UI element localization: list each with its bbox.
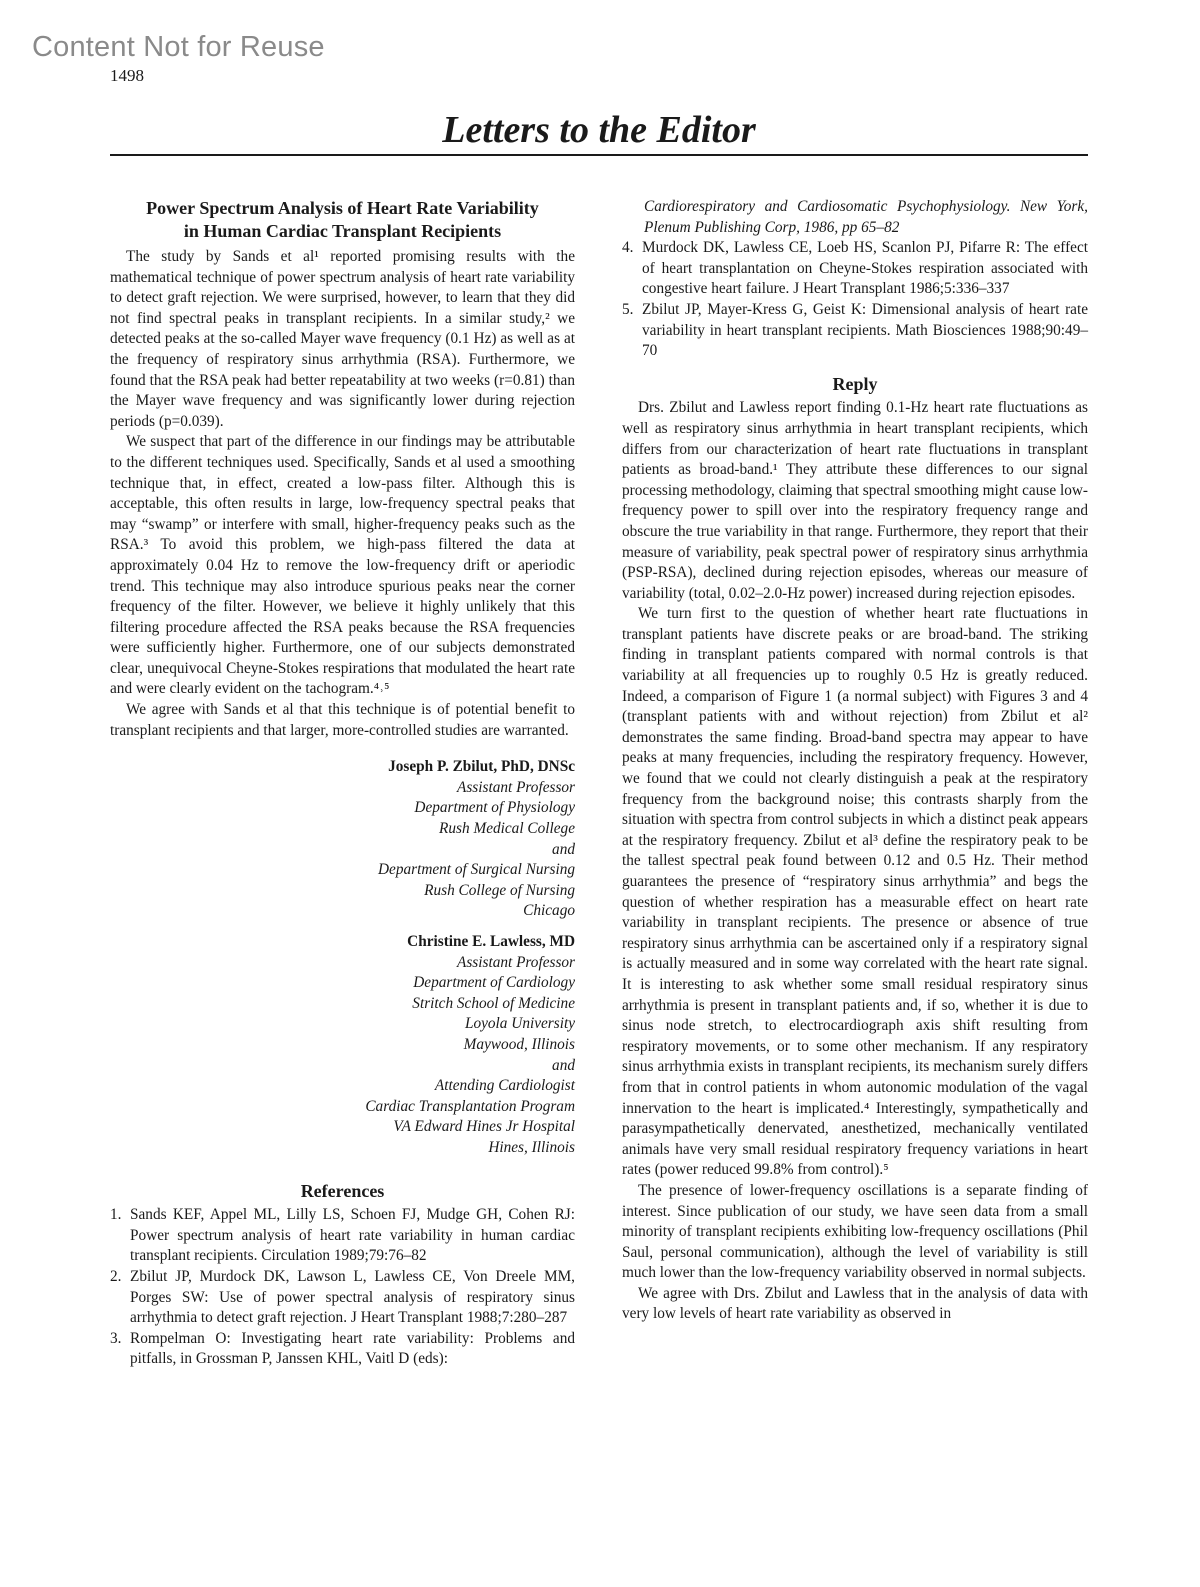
reference-number: 5. bbox=[622, 300, 634, 318]
author-affiliation-line: and bbox=[552, 1056, 575, 1074]
reference-number: 3. bbox=[110, 1329, 122, 1347]
letter-paragraph: We suspect that part of the difference in our findings may be attributable to the different techniques used. Specifically, Sands et al used a smoothing technique that, in effect, created a low-pass filter. Although this is acceptable, this often results in large, low-frequency spectral peaks that may “swamp” or interfere with small, higher-frequency peaks such as the RSA.³ To avoid this problem, we high-pass filtered the data at approximately 0.04 Hz to remove the low-frequency drift or aperiodic trend. This technique may also introduce spurious peaks near the corner frequency of the filter. However, we believe it highly unlikely that this filtering procedure affected the RSA peaks because the RSA frequencies were sufficiently higher. Furthermore, one of our subjects demonstrated clear, unequivocal Cheyne-Stokes respirations that modulated the heart rate and were clearly evident on the tachogram.⁴˒⁵ bbox=[110, 433, 575, 698]
references-heading: References bbox=[300, 1180, 385, 1201]
reference-list-continued bbox=[622, 238, 1088, 362]
reference-item bbox=[622, 238, 1088, 300]
author-affiliation-line: Department of Physiology bbox=[414, 799, 575, 817]
author-name: Joseph P. Zbilut, PhD, DNSc bbox=[388, 758, 575, 776]
author-affiliation-line: Assistant Professor bbox=[457, 953, 575, 971]
author-affiliation-line: Cardiac Transplantation Program bbox=[365, 1097, 575, 1115]
watermark: Content Not for Reuse bbox=[32, 31, 325, 63]
reference-item bbox=[622, 300, 1088, 362]
author-affiliation-line: Rush Medical College bbox=[439, 820, 575, 838]
reference-text: Sands KEF, Appel ML, Lilly LS, Schoen FJ, Mudge GH, Cohen RJ: Power spectrum analysis of heart rate variability in human cardiac transplant recipients. Circulation 1989;79:76–82 bbox=[130, 1206, 575, 1265]
author-name: Christine E. Lawless, MD bbox=[407, 933, 575, 950]
author-affiliation-line: Hines, Illinois bbox=[488, 1138, 575, 1156]
reference-number: 4. bbox=[622, 239, 634, 257]
section-heading: Letters to the Editor bbox=[442, 109, 756, 151]
reply-paragraph: Drs. Zbilut and Lawless report finding 0.1-Hz heart rate fluctuations as well as respiratory sinus arrhythmia in heart transplant recipients, which differs from our characterization of heart rate fluctuations in transplant patients as broad-band.¹ They attribute these differences to our signal processing methodology, claiming that spectral smoothing might cause low-frequency power to spill over into the respiratory frequency range and obscure the true variability in that range. Furthermore, they report that their measure of variability, peak spectral power of respiratory sinus arrhythmia (PSP-RSA), declined during rejection episodes, whereas our measure of variability (total, 0.02–2.0-Hz power) increased during rejection episodes. bbox=[622, 399, 1088, 602]
author-affiliation-line: Chicago bbox=[523, 902, 575, 920]
reply-paragraph: The presence of lower-frequency oscillations is a separate finding of interest. Since publication of our study, we have seen data from a small minority of transplant recipients exhibiting low-frequency oscillations (Phil Saul, personal communication), although the level of variability is still much lower than the low-frequency variability observed in normal subjects. bbox=[622, 1181, 1088, 1282]
letter-paragraph: The study by Sands et al¹ reported promising results with the mathematical technique of power spectrum analysis of heart rate variability to detect graft rejection. We were surprised, however, to learn that they did not find spectral peaks in transplant recipients. In a similar study,² we detected peaks at the so-called Mayer wave frequency (0.1 Hz) as well as at the frequency of respiratory sinus arrhythmia (RSA). Furthermore, we found that the RSA peak had better repeatability at two weeks (r=0.81) than the Mayer wave frequency and was significantly lower during rejection periods (p=0.039). bbox=[110, 248, 575, 430]
reply-paragraph: We turn first to the question of whether heart rate fluctuations in transplant patients have discrete peaks or are broad-band. The striking finding in transplant patients compared with normal controls is that variability at all frequencies up to roughly 0.5 Hz is greatly reduced. Indeed, a comparison of Figure 1 (a normal subject) with Figures 3 and 4 (transplant patients with and without rejection) from Zbilut et al² demonstrates the same finding. Broad-band spectra may appear to have peaks at many frequencies, including the respiratory frequency. However, we found that we could not clearly distinguish a peak at the respiratory frequency from the background noise; this contrasts sharply from the situation with spectra from control subjects in which a distinct peak appears at the respiratory frequency. Zbilut et al³ define the respiratory peak to be the tallest spectral peak found between 0.12 and 0.5 Hz. Their method guarantees the presence of “respiratory sinus arrhythmia” and begs the question of whether respiration has a measurable effect on heart rate variability in transplant recipients. The presence or absence of true respiratory sinus arrhythmia can be ascertained only if a respiratory signal is actually measured and in some way correlated with the heart rate signal. It is interesting to ask whether some small residual respiratory sinus arrhythmia is present in transplant patients and, if so, whether it is due to sinus node stretch, to electrocardiograph axis shift resulting from respiratory movements, or to some other mechanism. If any respiratory sinus arrhythmia exists in transplant recipients, its mechanism surely differs from that in control patients in whom autonomic modulation of the vagal innervation to the heart is implicated.⁴ Interestingly, sympathetically and parasympathetically denervated, anesthetized, mechanically ventilated animals have very small residual respiratory frequency variations in heart rates (power reduced 99.8% from control).⁵ bbox=[622, 605, 1088, 1179]
author-signature bbox=[110, 757, 575, 1158]
left-column bbox=[110, 197, 575, 1370]
author-affiliation-line: Assistant Professor bbox=[457, 778, 575, 796]
author-affiliation-line: Department of Surgical Nursing bbox=[377, 861, 575, 879]
reference-number: 1. bbox=[110, 1206, 122, 1224]
reference-continuation: Cardiorespiratory and Cardiosomatic Psychophysiology. New York, Plenum Publishing Corp, 1986, pp 65–82 bbox=[644, 198, 1088, 236]
reference-text: Zbilut JP, Murdock DK, Lawson L, Lawless CE, Von Dreele MM, Porges SW: Use of power spectral analysis of respiratory sinus arrhythmia to detect graft rejection. J Heart Transplant 1988;7:280–287 bbox=[130, 1267, 575, 1327]
reply-heading: Reply bbox=[832, 373, 878, 394]
reference-item bbox=[110, 1329, 575, 1370]
author-affiliation-line: Maywood, Illinois bbox=[463, 1035, 575, 1053]
letter-title-line-2: in Human Cardiac Transplant Recipients bbox=[183, 221, 502, 241]
reference-item bbox=[110, 1205, 575, 1267]
reference-text: Murdock DK, Lawless CE, Loeb HS, Scanlon PJ, Pifarre R: The effect of heart transplantation on Cheyne-Stokes respiration associated with congestive heart failure. J Heart Transplant 1986;5:336–337 bbox=[642, 239, 1088, 298]
author-affiliation-line: Rush College of Nursing bbox=[424, 881, 575, 899]
reference-list bbox=[110, 1205, 575, 1370]
author-affiliation-line: Department of Cardiology bbox=[413, 974, 575, 992]
author-affiliation-line: VA Edward Hines Jr Hospital bbox=[393, 1118, 575, 1136]
page-number: 1498 bbox=[110, 66, 144, 85]
reference-item bbox=[110, 1267, 575, 1329]
letter-title bbox=[110, 197, 575, 243]
right-column bbox=[622, 197, 1088, 1325]
reference-text: Zbilut JP, Mayer-Kress G, Geist K: Dimensional analysis of heart rate variability in heart transplant recipients. Math Biosciences 1988;90:49–70 bbox=[642, 300, 1088, 360]
author-affiliation-line: Loyola University bbox=[464, 1015, 575, 1033]
author-affiliation-line: Stritch School of Medicine bbox=[412, 994, 575, 1012]
author-affiliation-line: Attending Cardiologist bbox=[434, 1077, 575, 1095]
author-affiliation-line: and bbox=[552, 840, 575, 858]
reference-number: 2. bbox=[110, 1267, 122, 1285]
letter-title-line-1: Power Spectrum Analysis of Heart Rate Variability bbox=[146, 198, 539, 218]
letter-paragraph: We agree with Sands et al that this technique is of potential benefit to transplant recipients and that larger, more-controlled studies are warranted. bbox=[110, 701, 575, 739]
reference-text: Rompelman O: Investigating heart rate variability: Problems and pitfalls, in Grossman P, Janssen KHL, Vaitl D (eds): bbox=[130, 1329, 575, 1368]
reply-paragraph: We agree with Drs. Zbilut and Lawless that in the analysis of data with very low levels of heart rate variability as observed in bbox=[622, 1284, 1088, 1323]
heading-rule bbox=[110, 154, 1088, 156]
